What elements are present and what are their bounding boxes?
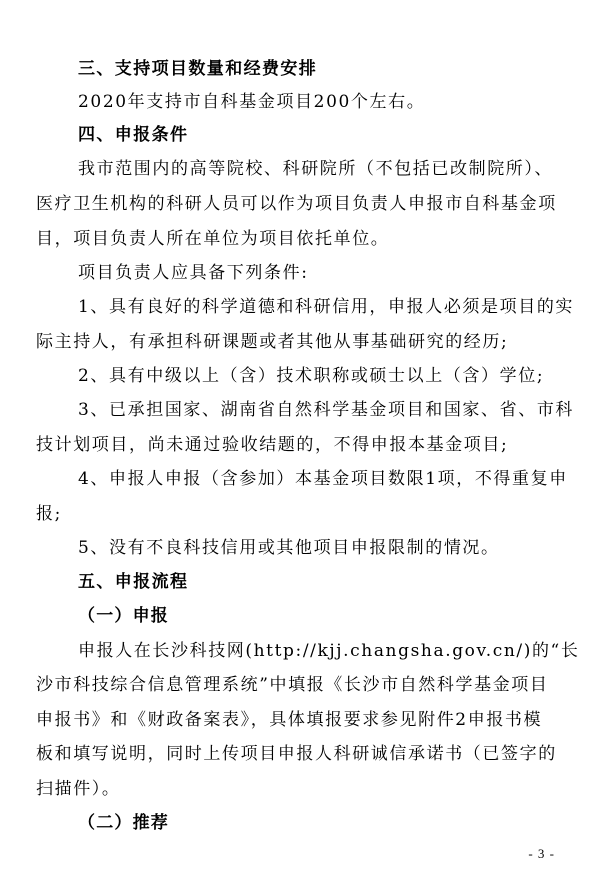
condition-1-line-2: 际主持人，有承担科研课题或者其他从事基础研究的经历; <box>36 332 509 352</box>
section-3-text: 2020年支持市自科基金项目200个左右。 <box>78 92 426 112</box>
condition-4-line-1: 4、申报人申报（含参加）本基金项目数限1项，不得重复申 <box>78 469 568 489</box>
subsection-1-heading: （一）申报 <box>78 606 169 626</box>
subsection-2-heading: （二）推荐 <box>78 813 169 833</box>
section-4-heading: 四、申报条件 <box>78 125 189 145</box>
section-3-heading: 三、支持项目数量和经费安排 <box>78 59 318 79</box>
section-4-paragraph-1-line-1: 我市范围内的高等院校、科研院所（不包括已改制院所）、 <box>78 159 554 179</box>
section-5-heading: 五、申报流程 <box>78 572 189 592</box>
subsection-1-line-4: 板和填写说明，同时上传项目申报人科研诚信承诺书（已签字的 <box>36 744 557 764</box>
subsection-1-line-3: 申报书》和《财政备案表》，具体填报要求参见附件2申报书模 <box>36 710 543 730</box>
condition-3-line-1: 3、已承担国家、湖南省自然科学基金项目和国家、省、市科 <box>78 400 575 420</box>
section-4-paragraph-1-line-3: 目，项目负责人所在单位为项目依托单位。 <box>36 229 390 249</box>
section-4-paragraph-2: 项目负责人应具备下列条件: <box>78 263 309 283</box>
subsection-1-line-5: 扫描件）。 <box>36 779 121 799</box>
condition-4-line-2: 报; <box>36 504 62 524</box>
subsection-1-line-2: 沙市科技综合信息管理系统”中填报《长沙市自然科学基金项目 <box>36 675 549 695</box>
condition-2: 2、具有中级以上（含）技术职称或硕士以上（含）学位; <box>78 366 545 386</box>
condition-5: 5、没有不良科技信用或其他项目申报限制的情况。 <box>78 538 500 558</box>
condition-1-line-1: 1、具有良好的科学道德和科研信用，申报人必须是项目的实 <box>78 297 575 317</box>
page-number: - 3 - <box>528 846 555 861</box>
subsection-1-line-1: 申报人在长沙科技网(http://kjj.changsha.gov.cn/)的“长 <box>78 641 580 661</box>
condition-3-line-2: 技计划项目，尚未通过验收结题的，不得申报本基金项目; <box>36 435 509 455</box>
section-4-paragraph-1-line-2: 医疗卫生机构的科研人员可以作为项目负责人申报市自科基金项 <box>36 194 557 214</box>
